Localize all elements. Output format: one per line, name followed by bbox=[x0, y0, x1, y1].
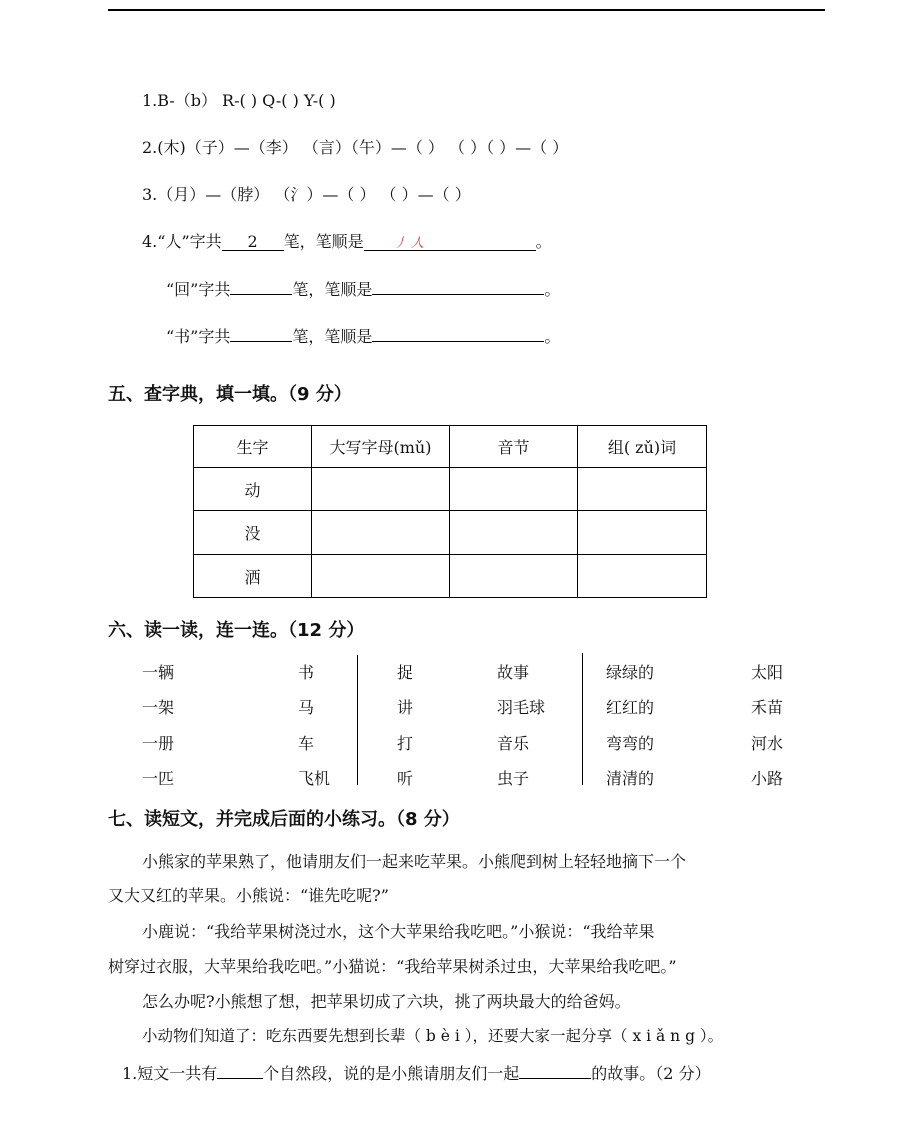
match-right-item[interactable]: 车 bbox=[298, 734, 315, 753]
stroke-order-handwriting: 丿 人 bbox=[393, 236, 424, 251]
match-right-item[interactable]: 河水 bbox=[751, 734, 784, 753]
table-cell-char: 动 bbox=[194, 468, 312, 511]
table-cell-blank[interactable] bbox=[312, 555, 450, 598]
match-left-item[interactable]: 一册 bbox=[142, 734, 175, 753]
match-left-item[interactable]: 讲 bbox=[397, 698, 414, 717]
table-header-cell: 音节 bbox=[450, 426, 578, 468]
table-cell-blank[interactable] bbox=[312, 468, 450, 511]
table-header-cell: 生字 bbox=[194, 426, 312, 468]
passage-line: 小熊家的苹果熟了，他请朋友们一起来吃苹果。小熊爬到树上轻轻地摘下一个 bbox=[142, 852, 687, 871]
stroke-order-blank[interactable] bbox=[372, 323, 544, 342]
match-right-item[interactable]: 小路 bbox=[751, 769, 784, 788]
stroke-prefix: “回”字共 bbox=[166, 280, 231, 299]
section-6-title: 六、读一读，连一连。（12 分） bbox=[108, 620, 365, 641]
match-right-item[interactable]: 书 bbox=[298, 663, 315, 682]
question-line-4c bbox=[166, 323, 560, 347]
column-divider bbox=[582, 653, 583, 785]
question-line-4a bbox=[142, 229, 552, 252]
column-divider bbox=[357, 655, 358, 785]
match-right-item[interactable]: 马 bbox=[298, 698, 315, 717]
table-cell-blank[interactable] bbox=[450, 555, 578, 598]
stroke-middle: 笔，笔顺是 bbox=[292, 280, 373, 299]
stroke-count-blank[interactable] bbox=[230, 276, 292, 295]
stroke-suffix: 。 bbox=[544, 280, 561, 299]
question-7-1 bbox=[122, 1060, 711, 1084]
match-left-item[interactable]: 一架 bbox=[142, 698, 175, 717]
match-right-item[interactable]: 虫子 bbox=[497, 769, 530, 788]
match-right-item[interactable]: 故事 bbox=[497, 663, 530, 682]
table-row bbox=[194, 511, 707, 555]
stroke-count-blank[interactable]: 2 bbox=[222, 232, 284, 251]
passage-line: 小鹿说：“我给苹果树浇过水，这个大苹果给我吃吧。”小猴说：“我给苹果 bbox=[142, 922, 655, 941]
header-rule bbox=[108, 9, 825, 11]
table-cell-blank[interactable] bbox=[578, 468, 707, 511]
match-left-item[interactable]: 听 bbox=[397, 769, 414, 788]
match-left-item[interactable]: 绿绿的 bbox=[606, 663, 655, 682]
passage-line: 小动物们知道了：吃东西要先想到长辈（ b è i ），还要大家一起分享（ x i ǎ n g ）。 bbox=[142, 1027, 724, 1045]
table-cell-blank[interactable] bbox=[578, 555, 707, 598]
table-cell-blank[interactable] bbox=[450, 511, 578, 555]
stroke-middle: 笔，笔顺是 bbox=[292, 327, 373, 346]
match-right-item[interactable]: 羽毛球 bbox=[497, 698, 546, 717]
stroke-order-blank[interactable] bbox=[372, 276, 544, 295]
stroke-order-blank[interactable] bbox=[364, 232, 536, 251]
stroke-middle: 笔，笔顺是 bbox=[283, 232, 364, 251]
question-line-4b bbox=[166, 276, 560, 300]
table-row bbox=[194, 555, 707, 598]
stroke-prefix: “书”字共 bbox=[166, 327, 231, 346]
stroke-suffix: 。 bbox=[544, 327, 561, 346]
table-header-row bbox=[194, 426, 707, 468]
dictionary-table bbox=[193, 425, 707, 598]
match-right-item[interactable]: 音乐 bbox=[497, 734, 530, 753]
passage-line: 树穿过衣服，大苹果给我吃吧。”小猫说：“我给苹果树杀过虫，大苹果给我吃吧。” bbox=[108, 957, 677, 976]
table-cell-char: 没 bbox=[194, 511, 312, 555]
match-left-item[interactable]: 红红的 bbox=[606, 698, 655, 717]
table-header-cell: 大写字母(mǔ) bbox=[312, 426, 450, 468]
match-left-item[interactable]: 打 bbox=[397, 734, 414, 753]
question-line-3: 3.（月）—（脖） （氵）—（ ） （ ）—（ ） bbox=[142, 185, 471, 204]
table-header-cell: 组( zǔ)词 bbox=[578, 426, 707, 468]
match-left-item[interactable]: 清清的 bbox=[606, 769, 655, 788]
table-cell-char: 洒 bbox=[194, 555, 312, 598]
match-right-item[interactable]: 太阳 bbox=[751, 663, 784, 682]
question-middle: 个自然段，说的是小熊请朋友们一起 bbox=[263, 1064, 520, 1083]
question-suffix: 的故事。（2 分） bbox=[591, 1064, 711, 1083]
passage-line: 又大又红的苹果。小熊说：“谁先吃呢?” bbox=[108, 886, 389, 905]
question-line-1: 1.B-（b） R-( ) Q-( ) Y-( ) bbox=[142, 91, 336, 110]
table-row bbox=[194, 468, 707, 511]
question-line-2: 2.(木)（子）—（李） （言）（午）—（ ） （ ）（ ）—（ ） bbox=[142, 138, 569, 157]
paragraph-count-blank[interactable] bbox=[217, 1060, 263, 1079]
match-right-item[interactable]: 禾苗 bbox=[751, 698, 784, 717]
story-topic-blank[interactable] bbox=[519, 1060, 591, 1079]
section-7-title: 七、读短文，并完成后面的小练习。（8 分） bbox=[108, 809, 460, 830]
table-cell-blank[interactable] bbox=[450, 468, 578, 511]
match-right-item[interactable]: 飞机 bbox=[298, 769, 331, 788]
match-left-item[interactable]: 弯弯的 bbox=[606, 734, 655, 753]
question-prefix: 1.短文一共有 bbox=[122, 1064, 218, 1083]
stroke-count-blank[interactable] bbox=[230, 323, 292, 342]
passage-line: 怎么办呢?小熊想了想，把苹果切成了六块，挑了两块最大的给爸妈。 bbox=[142, 992, 631, 1011]
match-left-item[interactable]: 一匹 bbox=[142, 769, 175, 788]
match-left-item[interactable]: 捉 bbox=[397, 663, 414, 682]
section-5-title: 五、查字典，填一填。（9 分） bbox=[108, 384, 352, 405]
match-left-item[interactable]: 一辆 bbox=[142, 663, 175, 682]
table-cell-blank[interactable] bbox=[312, 511, 450, 555]
stroke-prefix: 4.“人”字共 bbox=[142, 232, 222, 251]
stroke-suffix: 。 bbox=[535, 232, 552, 251]
table-cell-blank[interactable] bbox=[578, 511, 707, 555]
